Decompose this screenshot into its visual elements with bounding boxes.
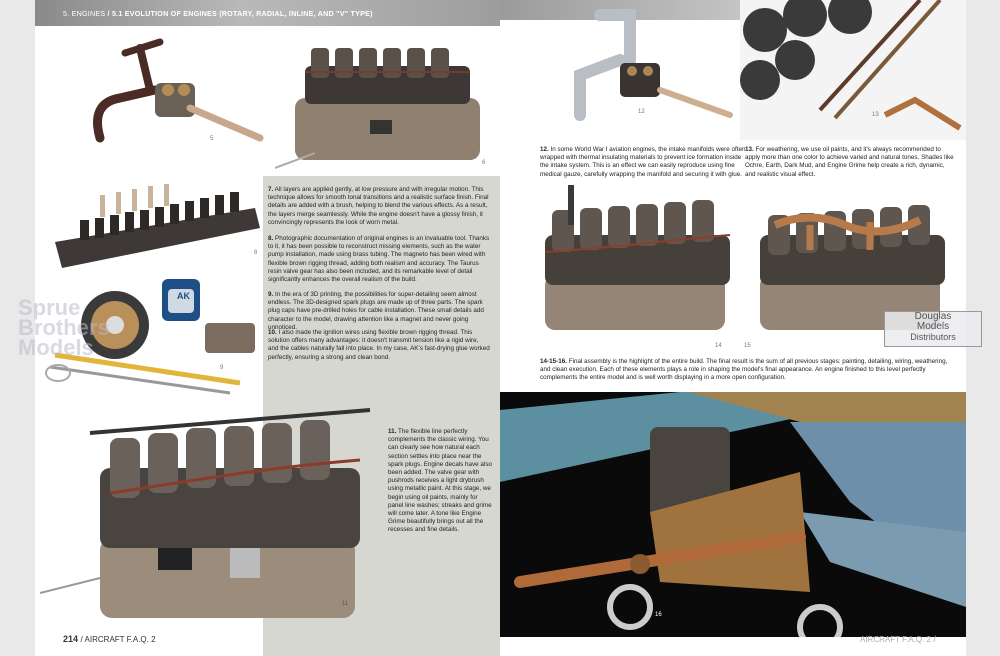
caption-number: 7. bbox=[268, 186, 274, 193]
caption-number: 13. bbox=[745, 146, 754, 153]
photo-number: 11 bbox=[342, 601, 349, 607]
photo-6-engine bbox=[275, 28, 497, 176]
photo-16-aircraft bbox=[500, 392, 966, 637]
photo-14-engine bbox=[530, 180, 740, 350]
caption-number: 11. bbox=[388, 428, 397, 435]
watermark-line: Brothers bbox=[18, 315, 110, 340]
page-number: 214 bbox=[63, 634, 79, 644]
photo-number: 8 bbox=[254, 250, 258, 256]
photo-8-sparkplugs bbox=[50, 180, 262, 275]
caption-text: Photographic documentation of original engines is an invaluable tool. Thanks to it, it has been possible to reconstruct missing elements, such as the water pump installation, made using brass tubing. The magneto has been wired with flexible brown rigging thread, adding both realism and accuracy. The Taurus resin valve gear has also been included, and its remarkable level of detail significantly enhances the overall realism of the build. bbox=[268, 235, 490, 284]
watermark-line: Models bbox=[916, 321, 950, 332]
watermark-line: Models bbox=[18, 335, 94, 360]
photo-number: 13 bbox=[872, 112, 879, 118]
caption-number: 9. bbox=[268, 291, 274, 298]
caption-11 bbox=[388, 428, 492, 535]
caption-text: Final assembly is the highlight of the entire build. The final result is the sum of all previous stages: painting, detailing, wiring, weathering, and clean execution. Each of these elements plays a role in shaping the model's final appearance. An engine finished to this level perfectly complements the entire model and is well worth displaying in a more open configuration. bbox=[540, 358, 948, 382]
folio-title: / AIRCRAFT F.A.Q. 2 bbox=[80, 635, 156, 644]
folio-separator: / bbox=[933, 634, 937, 644]
right-folio bbox=[860, 634, 936, 644]
watermark-sprue-brothers bbox=[18, 295, 110, 360]
caption-text: In the era of 3D printing, the possibilities for super-detailing seem almost endless. The 3D-designed spark plugs are made up of three parts. The spark plug caps have pre-drilled holes for cable installation. These small details add character to the model, drawing attention like a magnet and never going unnoticed. bbox=[268, 291, 484, 331]
caption-text: In some World War I aviation engines, the intake manifolds were often wrapped with thermal insulating materials to prevent ice formation inside the intake system. This is an effect we can easily reproduce using fine medical gauze, carefully wrapping the manifold and securing it with glue. bbox=[540, 146, 746, 178]
header-text bbox=[63, 9, 373, 18]
caption-9 bbox=[268, 291, 490, 332]
caption-10 bbox=[268, 329, 490, 362]
watermark-line: Distributors bbox=[910, 332, 956, 342]
photo-number: 14 bbox=[715, 343, 722, 349]
caption-13 bbox=[745, 146, 955, 179]
caption-8 bbox=[268, 235, 490, 284]
folio-title: AIRCRAFT F.A.Q. 2 bbox=[860, 635, 931, 644]
caption-number: 8. bbox=[268, 235, 274, 242]
photo-number: 16 bbox=[655, 612, 662, 618]
header-subsection: 5.1 EVOLUTION OF ENGINES (ROTARY, RADIAL, INLINE, AND "V" TYPE) bbox=[111, 9, 373, 18]
caption-text: For weathering, we use oil paints, and it's always recommended to apply more than one color to achieve varied and natural tones. Shades like Ochre, Earth, Dark Mud, and Engine Grime help create a rich, dynamic, and realistic visual effect. bbox=[745, 146, 954, 178]
caption-7 bbox=[268, 186, 490, 227]
left-folio bbox=[63, 634, 156, 644]
header-separator: / bbox=[107, 9, 110, 18]
header-section: 5. ENGINES bbox=[63, 9, 106, 18]
watermark-douglas-models bbox=[884, 311, 982, 347]
photo-12-manifold bbox=[560, 5, 740, 130]
photo-number: 9 bbox=[220, 365, 224, 371]
caption-14-15-16 bbox=[540, 358, 950, 383]
caption-text: All layers are applied gently, at low pressure and with irregular motion. This technique allows for smooth tonal transitions and a realistic surface finish. Final details are added with a brush, helping to blend the various effects. As a result, the layers merge seamlessly. While the engine doesn't have a glossy finish, it convincingly represents the look of worn metal. bbox=[268, 186, 489, 226]
caption-number: 10. bbox=[268, 329, 277, 336]
watermark-line: Sprue bbox=[18, 295, 81, 320]
photo-number: 12 bbox=[638, 109, 645, 115]
watermark-line: Douglas bbox=[914, 311, 952, 322]
caption-12 bbox=[540, 146, 750, 179]
photo-number: 15 bbox=[744, 343, 751, 349]
caption-text: I also made the ignition wires using flexible brown rigging thread. This solution offers many advantages: it doesn't transmit tension like a rigid wire, and the cables naturally fall into place. In my case, AK's fast-drying glue worked perfectly, ensuring a strong and clean bond. bbox=[268, 329, 490, 361]
caption-number: 12. bbox=[540, 146, 549, 153]
caption-text: The flexible line perfectly complements the classic wiring. You can clearly see how natural each section settles into place near the spark plugs. Engine decals have also been added. The valve gear with pushrods receives a light drybrush using metallic paint. At this stage, we begin using oil paints, mainly for panel line washes; streaks and grime will come later. A tone like Engine Grime beautifully brings out all the recesses and fine details. bbox=[388, 428, 492, 534]
tin-label: AK bbox=[177, 291, 190, 301]
photo-number: 5 bbox=[210, 136, 214, 142]
photo-13-oilpaints bbox=[740, 0, 966, 140]
photo-number: 6 bbox=[482, 160, 486, 166]
caption-number: 14-15-16. bbox=[540, 358, 567, 365]
photo-5-tool bbox=[60, 28, 270, 173]
photo-11-engine bbox=[40, 398, 385, 628]
